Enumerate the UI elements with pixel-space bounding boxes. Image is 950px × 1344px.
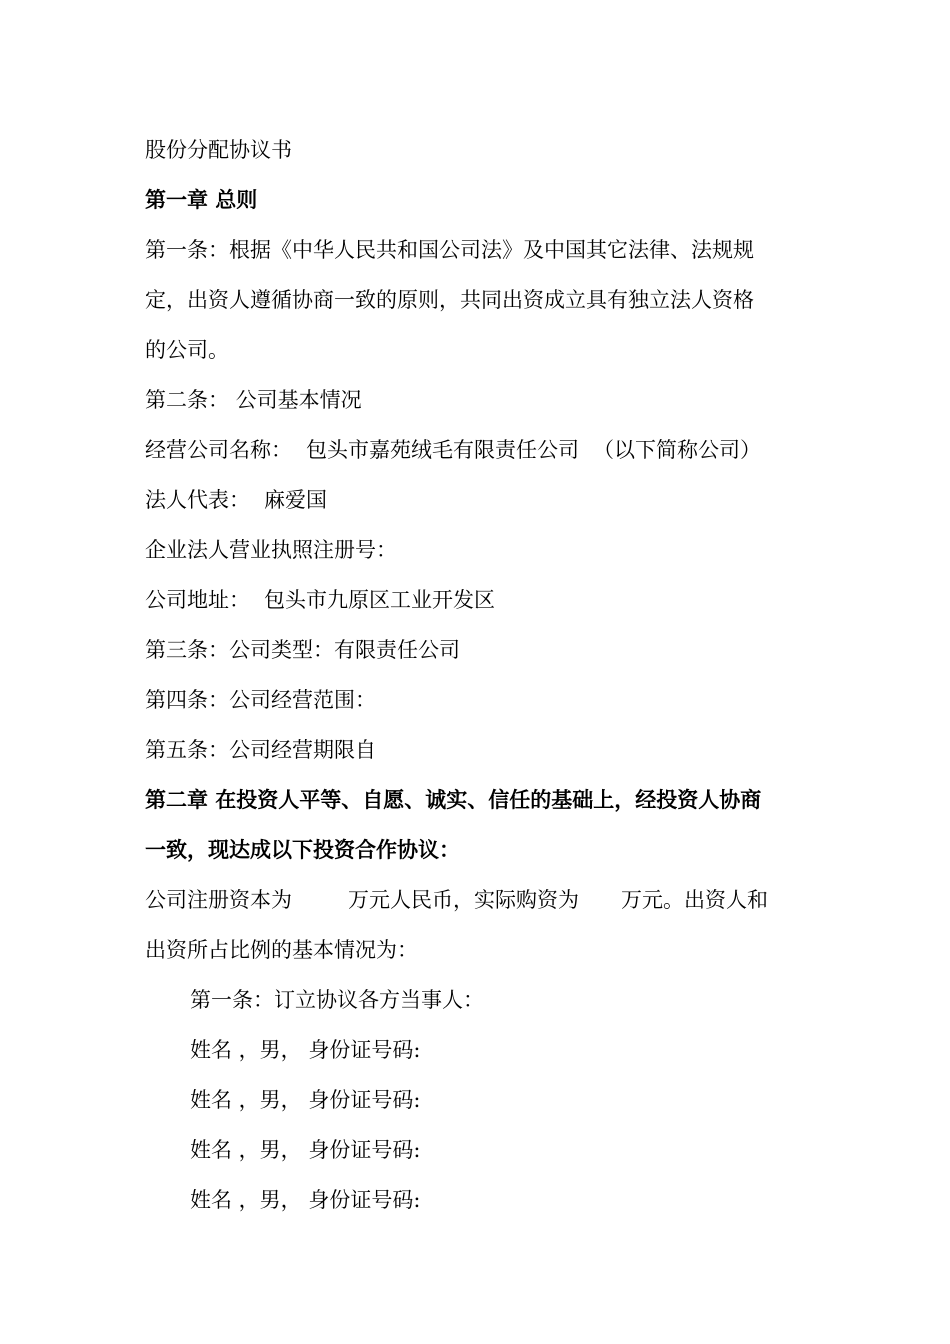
address-label: 公司地址：: [145, 588, 250, 612]
party-row: 姓名 ，男， 身份证号码:: [190, 1038, 421, 1062]
article-1-line-2: 定，出资人遵循协商一致的原则，共同出资成立具有独立法人资格: [145, 288, 754, 312]
address-row: [145, 575, 810, 625]
chapter-1-heading: 第一章 总则: [145, 187, 258, 212]
party-row: 姓名 ，男， 身份证号码:: [190, 1188, 421, 1212]
party-row: 姓名 ，男， 身份证号码:: [190, 1138, 421, 1162]
address-value: 包头市九原区工业开发区: [264, 588, 495, 612]
company-name-row: [145, 425, 810, 475]
article-3: 第三条：公司类型：有限责任公司: [145, 638, 460, 662]
company-name-label: 经营公司名称：: [145, 438, 292, 462]
sub-article-1: 第一条：订立协议各方当事人：: [190, 988, 484, 1012]
article-2: 第二条： 公司基本情况: [145, 388, 362, 412]
party-row: 姓名 ，男， 身份证号码:: [190, 1088, 421, 1112]
capital-text-a: 公司注册资本为: [145, 888, 292, 912]
article-4: 第四条：公司经营范围：: [145, 688, 376, 712]
chapter-2-line-1: 第二章 在投资人平等、自愿、诚实、信任的基础上，经投资人协商: [145, 787, 762, 812]
capital-line-2: 出资所占比例的基本情况为：: [145, 938, 418, 962]
article-1-line-1: 第一条：根据《中华人民共和国公司法》及中国其它法律、法规规: [145, 238, 754, 262]
legal-rep-value: 麻爱国: [264, 488, 327, 512]
legal-rep-row: [145, 475, 810, 525]
document-title: 股份分配协议书: [145, 138, 292, 162]
chapter-2-line-2: 一致，现达成以下投资合作协议：: [145, 837, 460, 862]
legal-rep-label: 法人代表：: [145, 488, 250, 512]
company-name-note: （以下简称公司）: [593, 438, 761, 462]
article-1-line-3: 的公司。: [145, 338, 229, 362]
capital-row: [145, 875, 810, 925]
capital-text-c: 万元。出资人和: [621, 888, 768, 912]
article-5: 第五条：公司经营期限自: [145, 738, 376, 762]
license-row: 企业法人营业执照注册号：: [145, 538, 397, 562]
capital-text-b: 万元人民币，实际购资为: [348, 888, 579, 912]
company-name-value: 包头市嘉苑绒毛有限责任公司: [306, 438, 579, 462]
document-page: [145, 125, 810, 1225]
